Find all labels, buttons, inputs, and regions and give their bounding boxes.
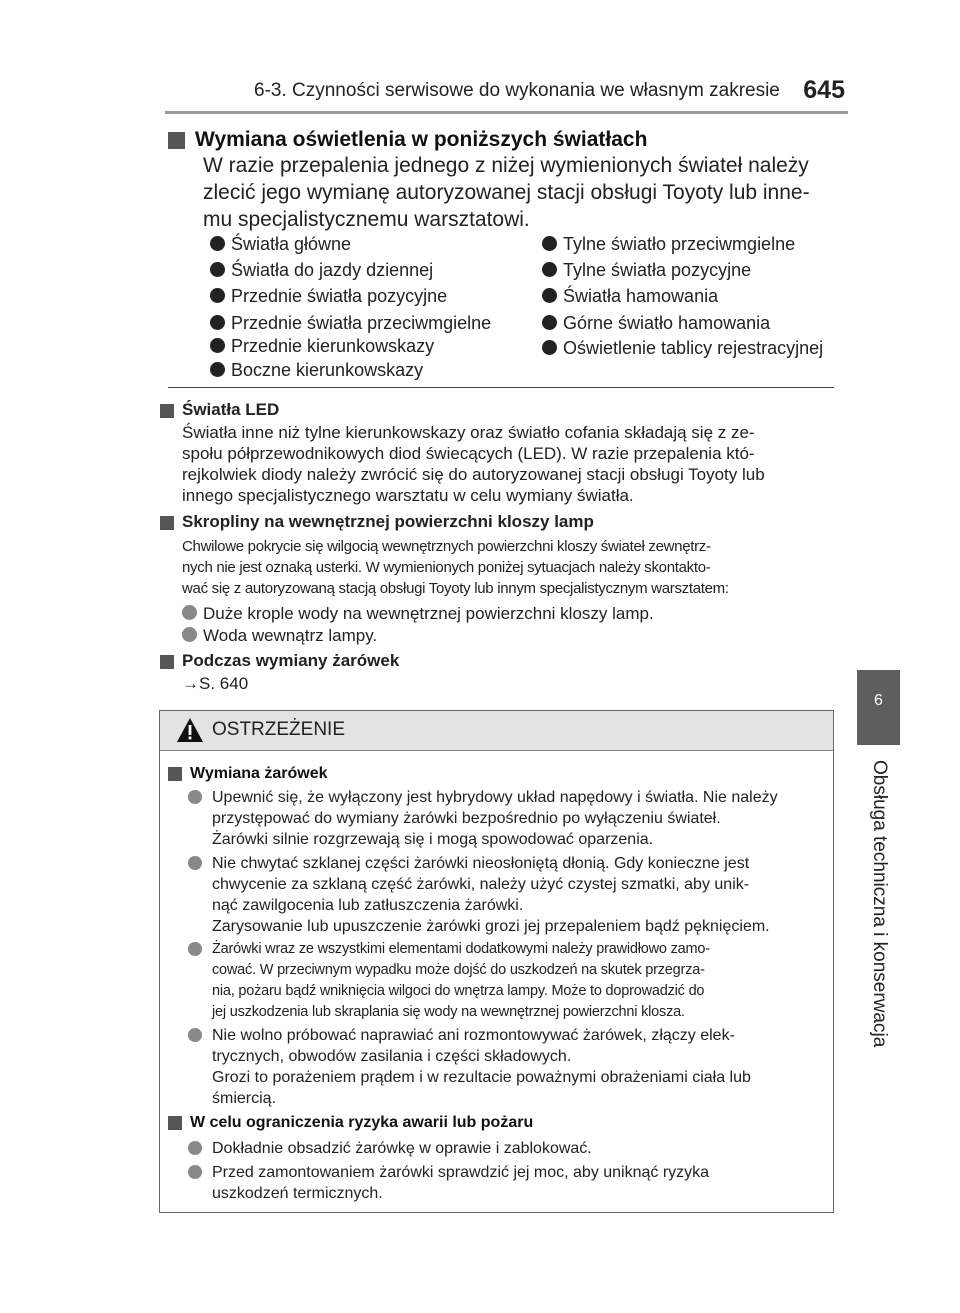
section-title: 6-3. Czynności serwisowe do wykonania we własnym zakresie bbox=[254, 80, 780, 101]
warning-heading: W celu ograniczenia ryzyka awarii lub pożaru bbox=[168, 1114, 533, 1132]
list-item: Światła główne bbox=[210, 234, 351, 255]
section-heading: Wymiana oświetlenia w poniższych światłach bbox=[168, 128, 647, 152]
bullet-icon bbox=[542, 340, 557, 355]
section-divider bbox=[168, 387, 834, 388]
warning-box: OSTRZEŻENIE Wymiana żarówek Upewnić się, że wyłączony jest hybrydowy układ napędowy i światła. Nie należy przystępować do wymiany żarówki bezpośrednio po wyłączeniu świateł. Żarówki silnie rozgrzewają się i mogą spowodować oparzenia. Nie chwytać szklanej części żarówki nieosłoniętą dłonią. Gdy konieczne jest chwycenie za szklaną część żarówki, należy użyć czystej szmatki, aby unik- nąć zawilgocenia lub zatłuszczenia żarówki. Zarysowanie lub upuszczenie żarówki grozi jej przepaleniem bądź pęknięciem. Żarówki wraz ze wszystkimi elementami dodatkowymi należy prawidłowo zamo- cować. W przeciwnym wypadku może dojść do uszkodzeń na skutek przegrza- nia, pożaru bądź wniknięcia wilgoci do wnętrza lampy. Może to doprowadzić do jej uszkodzenia lub skraplania się wody na wewnętrznej powierzchni klosza. Nie wolno próbować naprawiać ani rozmontowywać żarówek, złączy elek- trycznych, obwodów zasilania i części składowych. Grozi to porażeniem prądem i w rezultacie poważnymi obrażeniami ciała lub śmiercią. W celu ograniczenia ryzyka awarii lub pożaru Dokładnie obsadzić żarówkę w oprawie i zablokować. Przed zamontowaniem żarówki sprawdzić jej moc, aby uniknąć ryzyka uszkodzeń termicznych. bbox=[159, 710, 834, 1213]
page-number: 645 bbox=[803, 76, 845, 104]
bullet-icon bbox=[210, 362, 225, 377]
note-body: Chwilowe pokrycie się wilgocią wewnętrznych powierzchni kloszy świateł zewnętrz- nych nie jest oznaką usterki. W wymienionych poniżej sytuacjach należy skontakto- wać się z autoryzowaną stacją obsługi Toyoty lub innym specjalistycznym warsztatem: bbox=[182, 538, 729, 597]
list-item: Oświetlenie tablicy rejestracyjnej bbox=[542, 338, 823, 359]
list-item: Przednie światła pozycyjne bbox=[210, 286, 447, 307]
list-item: Światła do jazdy dziennej bbox=[210, 260, 433, 281]
square-bullet-icon bbox=[160, 516, 174, 530]
bullet-icon bbox=[542, 262, 557, 277]
note-body: Światła inne niż tylne kierunkowskazy oraz światło cofania składają się z ze- społu półprzewodnikowych diod świecących (LED). W razie przepalenia któ- rejkolwiek diody należy zwrócić się do autoryzowanej stacji obsługi Toyoty lub innego specjalistycznego warsztatu w celu wymiany światła. bbox=[182, 423, 765, 505]
square-bullet-icon bbox=[160, 655, 174, 669]
list-item: Przednie kierunkowskazy bbox=[210, 336, 434, 357]
note-heading: Światła LED bbox=[160, 400, 279, 420]
bullet-icon bbox=[188, 1165, 202, 1179]
section-body bbox=[203, 152, 835, 233]
square-bullet-icon bbox=[168, 767, 182, 781]
bullet-icon bbox=[210, 315, 225, 330]
list-item: Górne światło hamowania bbox=[542, 313, 770, 334]
list-item: Duże krople wody na wewnętrznej powierzchni kloszy lamp. bbox=[182, 604, 654, 624]
bullet-icon bbox=[210, 236, 225, 251]
bullet-icon bbox=[542, 288, 557, 303]
chapter-tab: 6 bbox=[857, 670, 900, 745]
bullet-icon bbox=[188, 1141, 202, 1155]
bullet-icon bbox=[210, 262, 225, 277]
bullet-icon bbox=[182, 605, 197, 620]
bullet-icon bbox=[542, 236, 557, 251]
header-divider bbox=[165, 111, 848, 114]
warning-title: OSTRZEŻENIE bbox=[212, 719, 346, 740]
bullet-icon bbox=[188, 942, 202, 956]
square-bullet-icon bbox=[168, 1116, 182, 1130]
body-line: W razie przepalenia jednego z niżej wymienionych świateł należy bbox=[203, 154, 809, 177]
warning-header bbox=[160, 711, 833, 751]
bullet-icon bbox=[188, 1028, 202, 1042]
note-heading: Podczas wymiany żarówek bbox=[160, 651, 399, 671]
bullet-icon bbox=[210, 338, 225, 353]
list-item: Boczne kierunkowskazy bbox=[210, 360, 423, 381]
body-line: zlecić jego wymianę autoryzowanej stacji obsługi Toyoty lub inne- bbox=[203, 181, 810, 204]
bullet-icon bbox=[210, 288, 225, 303]
warning-triangle-icon bbox=[176, 717, 204, 743]
body-line: mu specjalistycznemu warsztatowi. bbox=[203, 208, 530, 231]
bullet-icon bbox=[182, 627, 197, 642]
list-item: Światła hamowania bbox=[542, 286, 718, 307]
chapter-title: Obsługa techniczna i konserwacja bbox=[869, 760, 890, 1048]
bullet-icon bbox=[188, 856, 202, 870]
warning-heading: Wymiana żarówek bbox=[168, 765, 328, 783]
list-item: Tylne światło przeciwmgielne bbox=[542, 234, 795, 255]
square-bullet-icon bbox=[168, 132, 185, 149]
page-reference-link[interactable]: →S. 640 bbox=[182, 674, 249, 693]
square-bullet-icon bbox=[160, 404, 174, 418]
list-item: Przednie światła przeciwmgielne bbox=[210, 313, 491, 334]
list-item: Tylne światła pozycyjne bbox=[542, 260, 751, 281]
bullet-icon bbox=[542, 315, 557, 330]
note-heading: Skropliny na wewnętrznej powierzchni kloszy lamp bbox=[160, 512, 594, 532]
list-item: Woda wewnątrz lampy. bbox=[182, 626, 377, 646]
arrow-right-icon: → bbox=[182, 674, 199, 693]
bullet-icon bbox=[188, 790, 202, 804]
